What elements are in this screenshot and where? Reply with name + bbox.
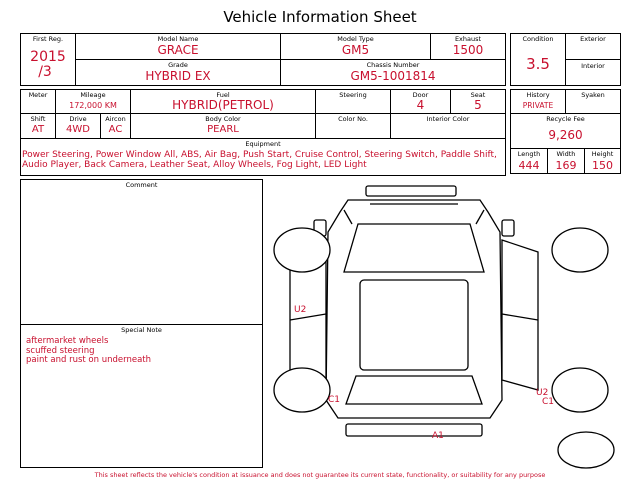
fuel-value: HYBRID(PETROL) [172, 98, 274, 112]
height-value: 150 [592, 159, 613, 172]
exterior-label: Exterior [580, 35, 606, 43]
right-mirror [502, 220, 514, 236]
mileage-value: 172,000 KM [69, 101, 117, 110]
front-bumper [366, 186, 456, 196]
drive-value: 4WD [66, 124, 90, 135]
interior-color-cell [390, 113, 506, 139]
special-notes-list [26, 337, 151, 366]
color-no-cell [315, 113, 391, 139]
first-reg-year: 2015 [30, 49, 66, 65]
door-cell [390, 89, 451, 114]
damage-mark-u2-right: U2 [536, 388, 549, 398]
equipment-label: Equipment [245, 140, 281, 148]
footer-disclaimer: This sheet reflects the vehicle's condition at issuance and does not guarantee its current state, functionality, or suitability for any purpose [94, 471, 546, 479]
length-cell [510, 148, 548, 174]
grade-cell [75, 59, 281, 86]
special-note-item: scuffed steering [26, 345, 95, 356]
condition-value: 3.5 [526, 55, 550, 73]
condition-label: Condition [522, 35, 554, 43]
shift-cell [20, 113, 56, 139]
exhaust-label: Exhaust [454, 35, 482, 43]
special-note-item: aftermarket wheels [26, 336, 109, 346]
comment-label: Comment [125, 181, 158, 189]
wheel-front-left [274, 228, 330, 272]
door-label: Door [412, 91, 429, 99]
recycle-fee-label: Recycle Fee [546, 115, 585, 123]
comment-box [20, 179, 263, 325]
rear-bumper [346, 424, 482, 436]
windshield [344, 224, 484, 272]
recycle-fee-value: 9,260 [548, 128, 583, 142]
fuel-label: Fuel [216, 91, 230, 99]
first-reg-label: First Reg. [32, 35, 64, 43]
width-value: 169 [555, 159, 577, 172]
meter-cell [20, 89, 56, 114]
damage-mark-a1-bottom: A1 [432, 431, 444, 441]
special-note-item: paint and rust on underneath [26, 355, 152, 365]
seat-label: Seat [470, 91, 486, 99]
hood-line [476, 210, 484, 224]
color-no-label: Color No. [338, 115, 368, 123]
chassis-number-value: GM5-1001814 [350, 69, 436, 83]
chassis-number-label: Chassis Number [366, 61, 420, 69]
fuel-cell [130, 89, 316, 114]
drive-label: Drive [69, 115, 87, 123]
car-diagram [270, 180, 620, 472]
right-door-split [502, 314, 538, 320]
meter-label: Meter [28, 91, 48, 99]
interior-label: Interior [581, 62, 605, 70]
chassis-number-cell [280, 59, 506, 86]
wheel-front-right [552, 228, 608, 272]
roof [360, 280, 468, 370]
model-type-value: GM5 [341, 43, 370, 57]
model-name-value: GRACE [157, 43, 199, 57]
history-value: PRIVATE [522, 101, 554, 110]
mileage-label: Mileage [80, 91, 106, 99]
aircon-label: Aircon [105, 115, 126, 123]
recycle-fee-cell [510, 113, 621, 149]
equipment-text: Power Steering, Power Window All, ABS, Air Bag, Push Start, Cruise Control, Steering Switch, Paddle Shift, Audio Player, Back Camera, Leather Seat, Alloy Wheels, Fog Light, LED Light [22, 150, 497, 170]
seat-value: 5 [474, 98, 482, 112]
interior-color-label: Interior Color [426, 115, 470, 123]
hood-line [344, 210, 352, 224]
syaken-cell [565, 89, 621, 114]
exhaust-cell [430, 33, 506, 60]
exhaust-value: 1500 [452, 43, 484, 57]
door-value: 4 [416, 98, 425, 112]
length-label: Length [517, 150, 541, 158]
shift-value: AT [31, 124, 45, 135]
rear-window [346, 376, 482, 404]
exterior-cell [565, 33, 621, 60]
grade-label: Grade [168, 61, 188, 69]
steering-label: Steering [339, 91, 367, 99]
drive-cell [55, 113, 101, 139]
model-name-cell [75, 33, 281, 60]
syaken-label: Syaken [581, 91, 605, 99]
height-label: Height [591, 150, 614, 158]
spare-wheel [558, 432, 614, 468]
condition-cell [510, 33, 566, 86]
aircon-cell [100, 113, 131, 139]
height-cell [584, 148, 621, 174]
width-cell [547, 148, 585, 174]
special-note-label: Special Note [121, 326, 162, 334]
damage-mark-c1-right: C1 [542, 397, 555, 407]
damage-mark-u2-left: U2 [294, 305, 307, 315]
model-name-label: Model Name [157, 35, 199, 43]
wheel-rear-right [552, 368, 608, 412]
body-color-cell [130, 113, 316, 139]
aircon-value: AC [108, 124, 123, 135]
model-type-cell [280, 33, 431, 60]
first-reg-cell [20, 33, 76, 86]
sheet-title: Vehicle Information Sheet [223, 8, 417, 26]
width-label: Width [556, 150, 576, 158]
seat-cell [450, 89, 506, 114]
wheel-rear-left [274, 368, 330, 412]
shift-label: Shift [30, 115, 46, 123]
history-cell [510, 89, 566, 114]
body-color-label: Body Color [205, 115, 241, 123]
body-color-value: PEARL [207, 124, 239, 135]
length-value: 444 [518, 159, 540, 172]
interior-cell [565, 59, 621, 86]
mileage-cell [55, 89, 131, 114]
history-label: History [526, 91, 550, 99]
model-type-label: Model Type [337, 35, 374, 43]
first-reg-month: /3 [38, 64, 52, 80]
damage-mark-c1-left: C1 [328, 395, 341, 405]
grade-value: HYBRID EX [145, 69, 211, 83]
steering-cell [315, 89, 391, 114]
